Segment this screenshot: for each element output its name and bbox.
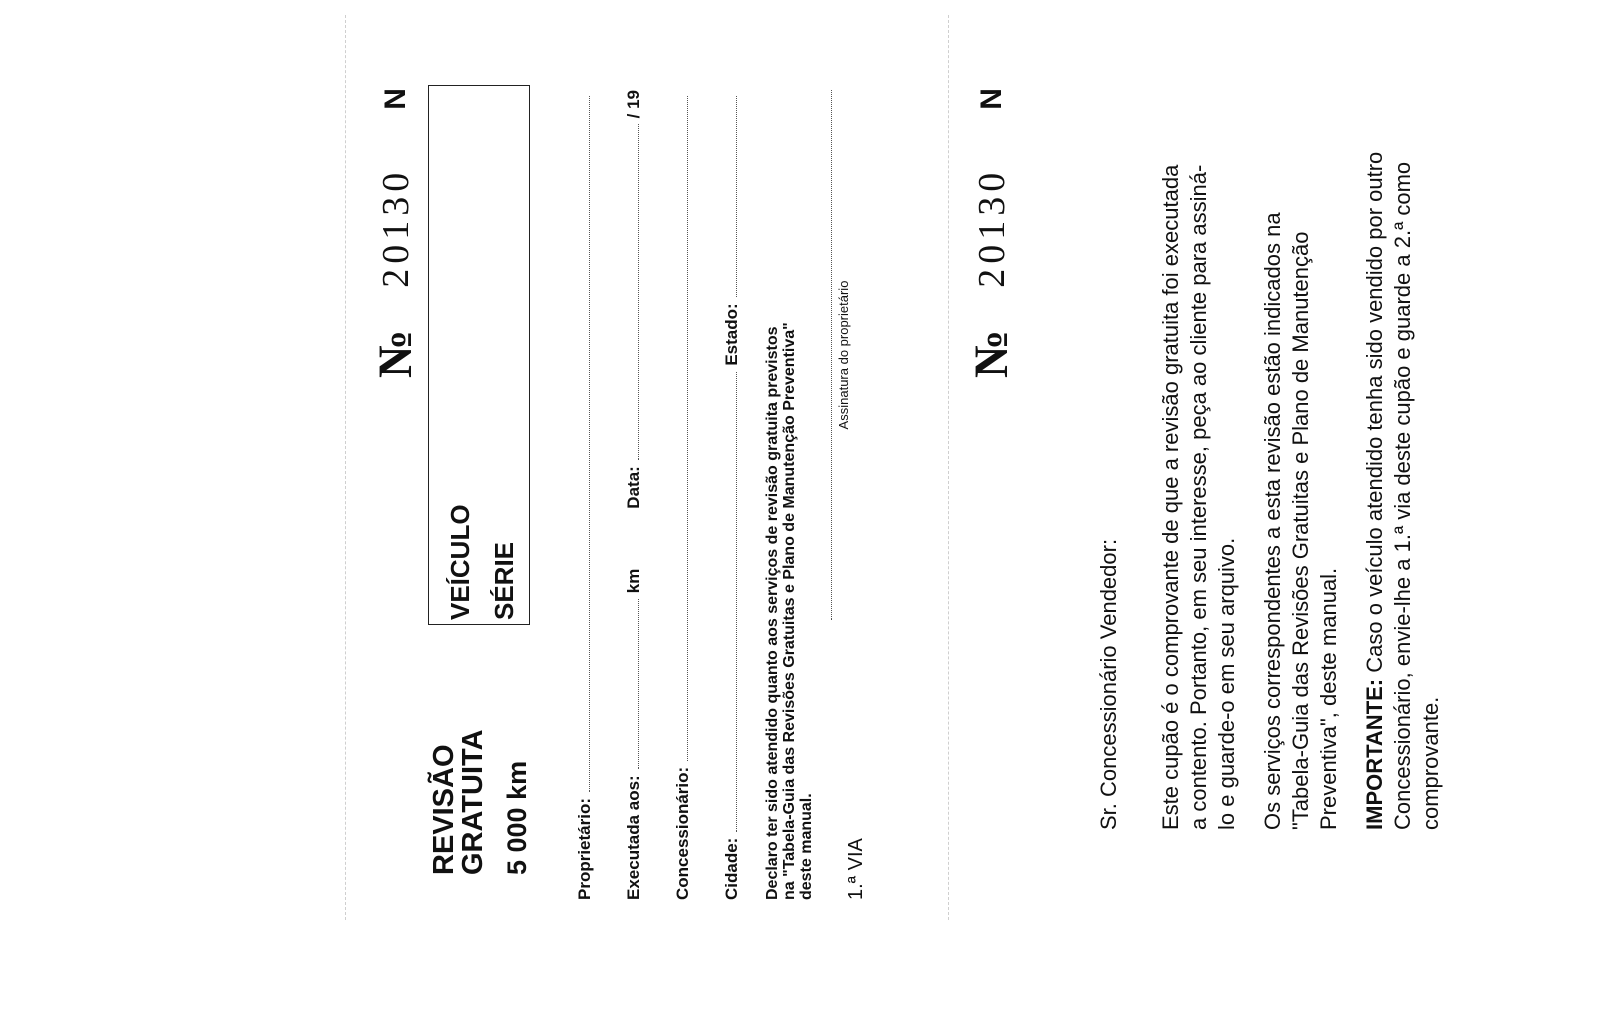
stub-number bbox=[964, 88, 1019, 378]
executed-row bbox=[624, 90, 656, 900]
coupon-letter: N bbox=[378, 88, 412, 110]
owner-field[interactable] bbox=[585, 96, 590, 792]
state-field[interactable] bbox=[732, 96, 737, 297]
series-label: SÉRIE bbox=[489, 541, 519, 620]
city-label: Cidade: bbox=[722, 837, 741, 900]
dealer-row bbox=[673, 90, 705, 900]
date-year-label: / 19 bbox=[624, 90, 643, 119]
date-field[interactable] bbox=[634, 124, 639, 460]
stub-important bbox=[1361, 150, 1445, 830]
coupon-title-block bbox=[430, 729, 533, 875]
stub-number-sign: № bbox=[965, 329, 1018, 378]
coupon-form bbox=[575, 90, 868, 900]
middle-perforation-line bbox=[948, 15, 949, 920]
stub-greeting: Sr. Concessionário Vendedor: bbox=[1096, 538, 1121, 830]
executed-label: Executada aos: bbox=[624, 775, 643, 900]
coupon-title-line2: GRATUITA bbox=[457, 729, 489, 875]
vehicle-label: VEÍCULO bbox=[445, 504, 475, 620]
km-field[interactable] bbox=[634, 599, 639, 769]
stub-letter: N bbox=[974, 88, 1008, 110]
signature-caption: Assinatura do proprietário bbox=[836, 280, 851, 430]
signature-area bbox=[819, 90, 851, 620]
declaration-line-1: Declaro ter sido atendido quanto aos serviços de revisão gratuita previstos bbox=[764, 326, 781, 900]
declaration-line-3: deste manual. bbox=[798, 793, 815, 900]
city-field[interactable] bbox=[732, 372, 737, 832]
dealer-label: Concessionário: bbox=[673, 766, 692, 900]
coupon-number-value: 20130 bbox=[374, 167, 417, 288]
coupon-title-line1: REVISÃO bbox=[428, 744, 460, 875]
coupon-km-interval: 5 000 km bbox=[502, 760, 532, 875]
signature-line[interactable] bbox=[819, 90, 832, 620]
important-text: Caso o veículo atendido tenha sido vendido por outro Concessionário, envie-lhe a 1.ª via deste cupão e guarde a 2.ª como comprovante. bbox=[1362, 151, 1443, 830]
stub-number-value: 20130 bbox=[970, 167, 1013, 288]
dealer-field[interactable] bbox=[683, 96, 688, 761]
coupon-number bbox=[368, 88, 423, 378]
owner-row bbox=[575, 90, 607, 900]
date-label: Data: bbox=[624, 466, 643, 509]
copy-label: 1.ª VIA bbox=[845, 838, 867, 900]
declaration-text bbox=[764, 90, 815, 900]
vehicle-series-labels bbox=[438, 504, 526, 620]
left-perforation-line bbox=[345, 15, 346, 920]
owner-label: Proprietário: bbox=[575, 797, 594, 900]
city-row bbox=[722, 90, 754, 900]
stub-paragraph-1: Este cupão é o comprovante de que a revisão gratuita foi executada a contento. Portanto, em seu interesse, peça ao cliente para assiná-lo e guarde-o em seu arquivo. bbox=[1158, 164, 1239, 830]
state-label: Estado: bbox=[722, 303, 741, 366]
important-label: IMPORTANTE: bbox=[1362, 678, 1387, 830]
stub-message bbox=[1095, 150, 1445, 830]
stub-paragraph-2: Os serviços correspondentes a esta revisão estão indicados na "Tabela-Guia das Revisões Gratuitas e Plano de Manutenção Preventiva", deste manual. bbox=[1260, 212, 1341, 830]
declaration-line-2: na "Tabela-Guia das Revisões Gratuitas e Plano de Manutenção Preventiva" bbox=[781, 322, 798, 900]
km-label: km bbox=[624, 568, 643, 594]
number-sign: № bbox=[369, 329, 422, 378]
